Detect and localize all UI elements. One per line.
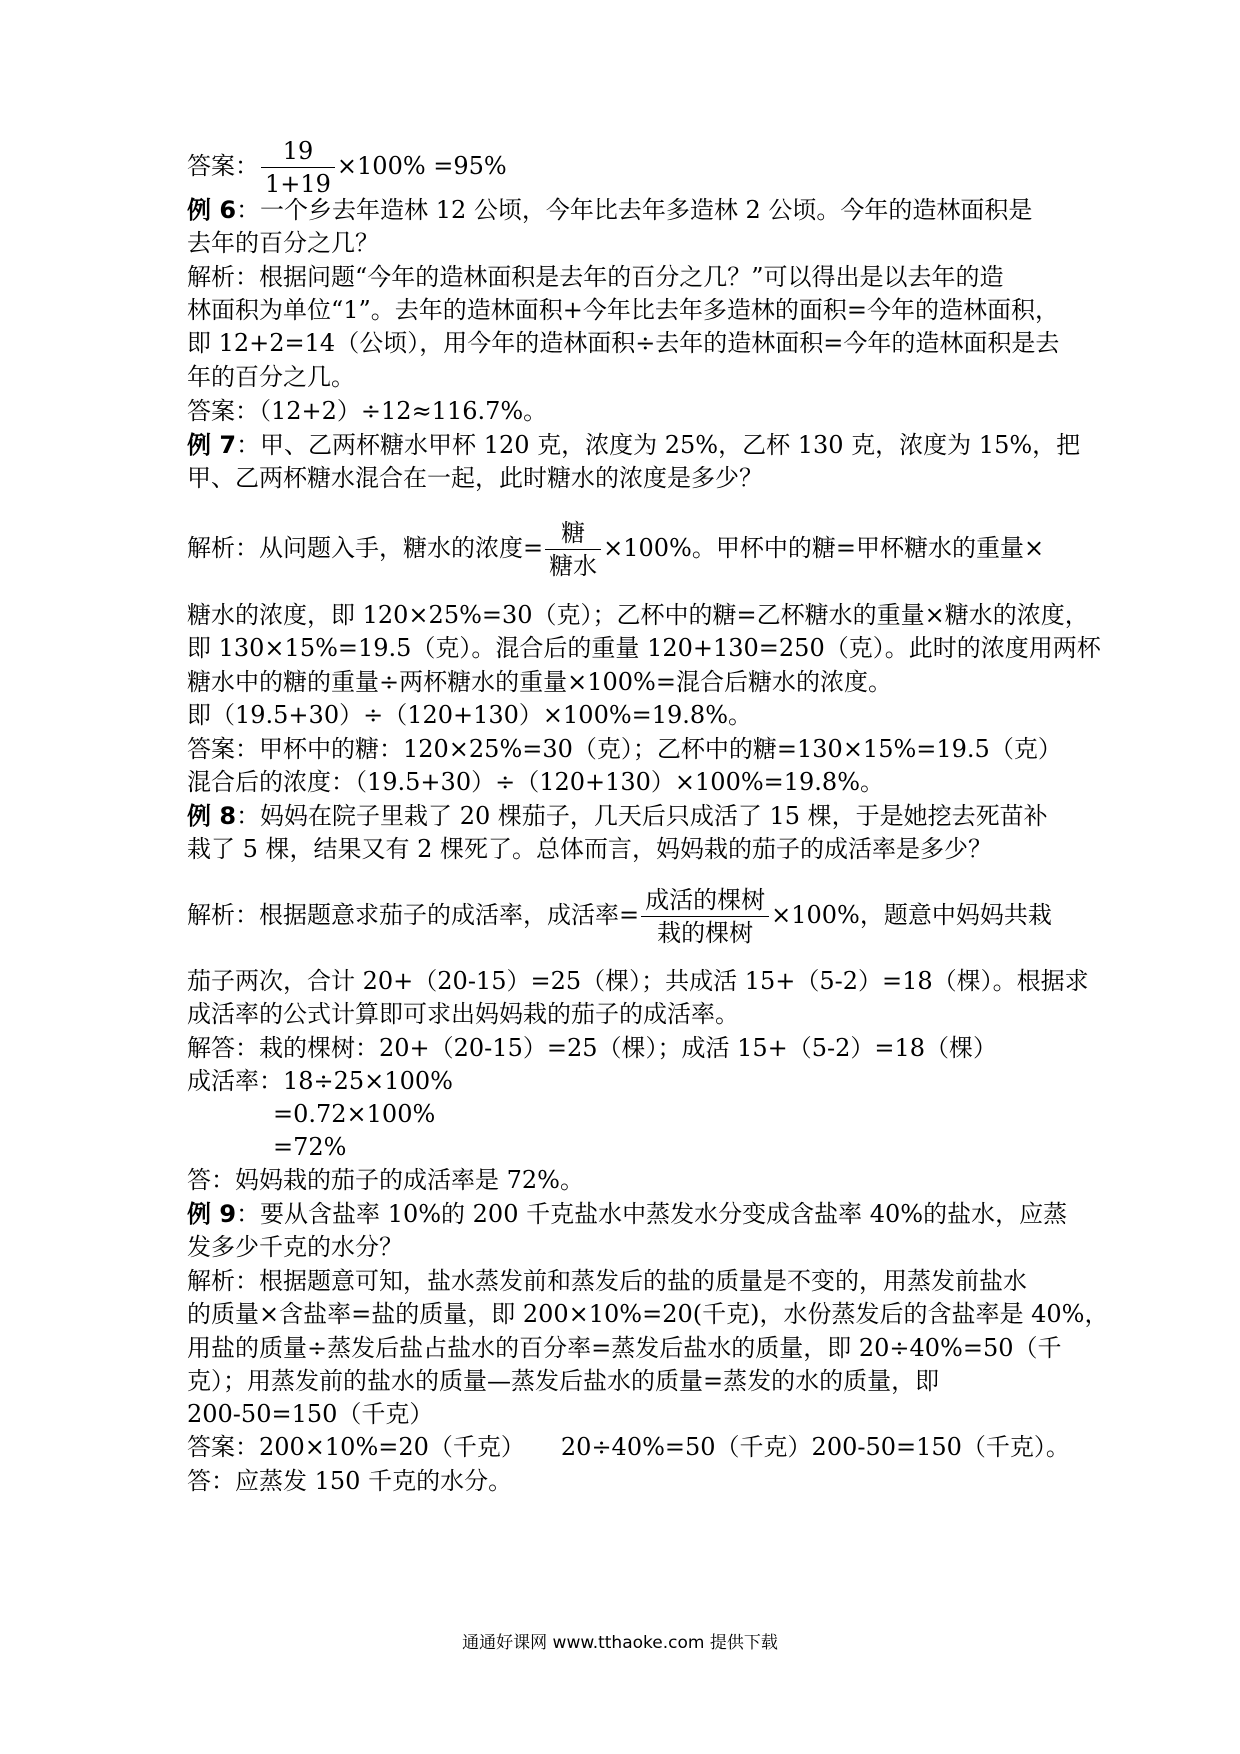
- ex8-solution-line-4: =72%: [273, 1133, 347, 1161]
- ex6-label: 例 6: [187, 196, 237, 224]
- ex8-formula-line: [187, 885, 1067, 947]
- ex9-analysis-line-3: 用盐的质量÷蒸发后盐占盐水的百分率=蒸发后盐水的质量，即 20÷40%=50（千: [187, 1334, 1062, 1362]
- ex7-question-line-1: [187, 430, 1081, 460]
- ex7-formula-suffix: ×100%。甲杯中的糖=甲杯糖水的重量×: [603, 534, 1045, 562]
- ex8-question-line-2: 栽了 5 棵，结果又有 2 棵死了。总体而言，妈妈栽的茄子的成活率是多少？: [187, 835, 993, 863]
- top-answer: [187, 137, 1067, 198]
- ex8-question-line-1: [187, 801, 1067, 831]
- ex7-analysis-line-4: 即（19.5+30）÷（120+130）×100%=19.8%。: [187, 701, 752, 729]
- ex7-answer-line-2: 混合后的浓度：（19.5+30）÷（120+130）×100%=19.8%。: [187, 768, 884, 796]
- ex8-fraction-denominator: 栽的棵树: [657, 919, 754, 947]
- ex6-analysis-line-4: 年的百分之几。: [187, 363, 355, 391]
- ex9-analysis-line-5: 200-50=150（千克）: [187, 1400, 434, 1428]
- ex6-answer: 答案：（12+2）÷12≈116.7%。: [187, 397, 548, 425]
- ex7-q1: ：甲、乙两杯糖水甲杯 120 克，浓度为 25%，乙杯 130 克，浓度为 15%，把: [236, 431, 1081, 459]
- footer-credit: 通通好课网 www.tthaoke.com 提供下载: [462, 1633, 778, 1653]
- ex7-fraction-numerator: 糖: [545, 519, 601, 550]
- fraction-numerator: 19: [261, 137, 335, 168]
- ex8-formula-suffix: ×100%，题意中妈妈共栽: [771, 901, 1052, 929]
- ex7-formula-prefix: 解析：从问题入手，糖水的浓度=: [187, 534, 544, 562]
- ex7-analysis-line-3: 糖水中的糖的重量÷两杯糖水的重量×100%=混合后糖水的浓度。: [187, 668, 892, 696]
- ex6-question-line-2: 去年的百分之几？: [187, 229, 379, 257]
- ex8-fraction-numerator: 成活的棵树: [641, 886, 769, 917]
- ex6-question-line-1: [187, 195, 1067, 225]
- ex9-analysis-line-1: 解析：根据题意可知，盐水蒸发前和蒸发后的盐的质量是不变的，用蒸发前盐水: [187, 1267, 1027, 1295]
- ex7-fraction: [545, 519, 601, 580]
- ex8-analysis-line-2: 成活率的公式计算即可求出妈妈栽的茄子的成活率。: [187, 1000, 739, 1028]
- ex6-analysis-line-2: 林面积为单位“1”。去年的造林面积+今年比去年多造林的面积=今年的造林面积，: [187, 296, 1060, 324]
- ex8-analysis-line-1: 茄子两次，合计 20+（20-15）=25（棵）；共成活 15+（5-2）=18（棵）。根据求: [187, 967, 1089, 995]
- ex8-solution-line-1: 解答：栽的棵树：20+（20-15）=25（棵）；成活 15+（5-2）=18（棵）: [187, 1034, 998, 1062]
- ex7-question-line-2: 甲、乙两杯糖水混合在一起，此时糖水的浓度是多少？: [187, 464, 763, 492]
- ex6-analysis-line-1: 解析：根据问题“今年的造林面积是去年的百分之几？”可以得出是以去年的造: [187, 263, 1004, 291]
- answer-suffix: ×100% =95%: [336, 152, 507, 180]
- ex8-label: 例 8: [187, 802, 237, 830]
- ex9-analysis-line-4: 克）；用蒸发前的盐水的质量—蒸发后盐水的质量=蒸发的水的质量，即: [187, 1367, 940, 1395]
- fraction-denominator: 1+19: [265, 170, 331, 198]
- ex8-solution-line-2: 成活率：18÷25×100%: [187, 1067, 453, 1095]
- ex8-formula-prefix: 解析：根据题意求茄子的成活率，成活率=: [187, 901, 640, 929]
- ex8-answer: 答：妈妈栽的茄子的成活率是 72%。: [187, 1166, 584, 1194]
- ex7-analysis-line-1: 糖水的浓度，即 120×25%=30（克）；乙杯中的糖=乙杯糖水的重量×糖水的浓度，: [187, 601, 1089, 629]
- ex9-q1: ：要从含盐率 10%的 200 千克盐水中蒸发水分变成含盐率 40%的盐水，应蒸: [236, 1200, 1068, 1228]
- ex7-fraction-denominator: 糖水: [549, 552, 598, 580]
- ex9-answer-line-2: 答：应蒸发 150 千克的水分。: [187, 1467, 513, 1495]
- ex6-q1: ：一个乡去年造林 12 公顷，今年比去年多造林 2 公顷。今年的造林面积是: [236, 196, 1033, 224]
- ex7-analysis-line-2: 即 130×15%=19.5（克）。混合后的重量 120+130=250（克）。此时的浓度用两杯: [187, 634, 1101, 662]
- ex9-label: 例 9: [187, 1200, 237, 1228]
- ex9-analysis-line-2: 的质量×含盐率=盐的质量，即 200×10%=20(千克)，水份蒸发后的含盐率是 40%，: [187, 1300, 1109, 1328]
- answer-fraction: [261, 137, 335, 198]
- answer-prefix: 答案：: [187, 152, 259, 180]
- ex9-question-line-1: [187, 1199, 1067, 1229]
- ex7-answer-line-1: 答案：甲杯中的糖：120×25%=30（克）；乙杯中的糖=130×15%=19.5（克）: [187, 735, 1062, 763]
- ex7-formula-line: [187, 518, 1067, 580]
- ex6-analysis-line-3: 即 12+2=14（公顷），用今年的造林面积÷去年的造林面积=今年的造林面积是去: [187, 329, 1060, 357]
- ex9-answer-line-1: 答案：200×10%=20（千克） 20÷40%=50（千克）200-50=150（千克）。: [187, 1433, 1070, 1461]
- ex9-question-line-2: 发多少千克的水分？: [187, 1233, 403, 1261]
- ex8-q1: ：妈妈在院子里栽了 20 棵茄子，几天后只成活了 15 棵，于是她挖去死苗补: [236, 802, 1048, 830]
- ex8-solution-line-3: =0.72×100%: [273, 1100, 436, 1128]
- ex7-label: 例 7: [187, 431, 237, 459]
- ex8-fraction: [641, 886, 769, 947]
